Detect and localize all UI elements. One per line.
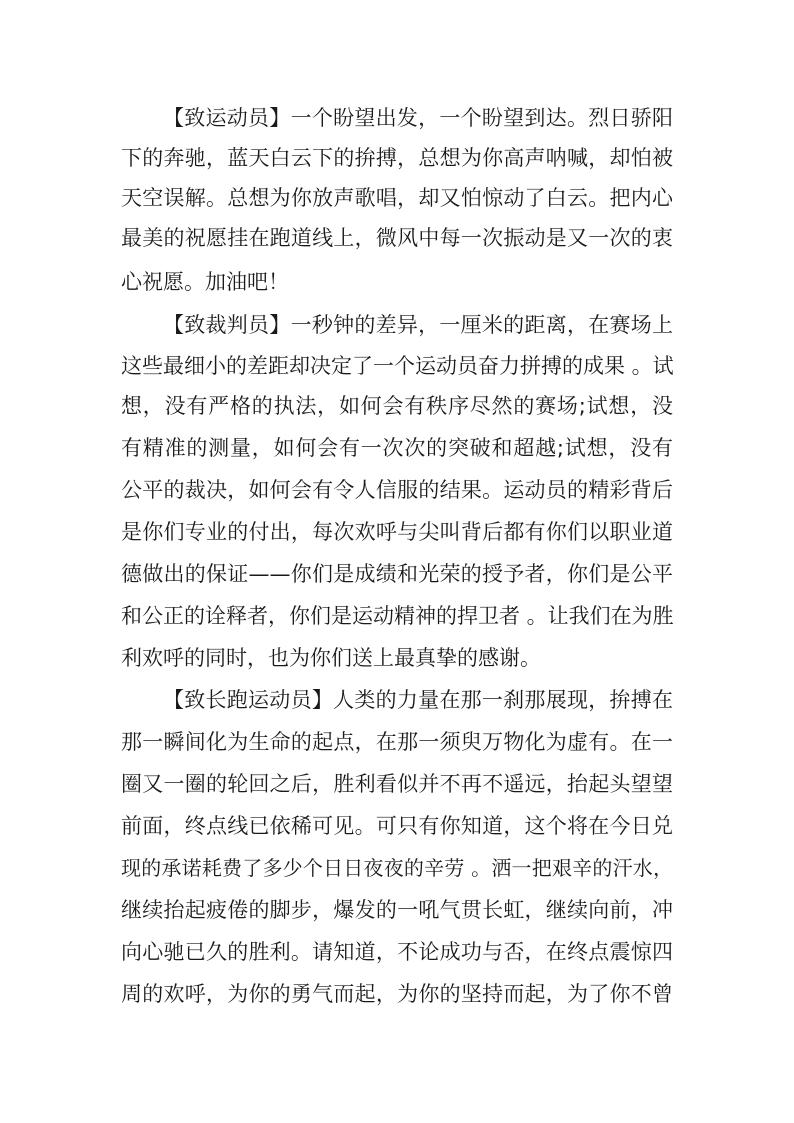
paragraph-3-line-2: 那一瞬间化为生命的起点，在那一须臾万物化为虚有。在一 bbox=[121, 730, 673, 754]
paragraph-2-line-1: 【致裁判员】一秒钟的差异，一厘米的距离，在赛场上 bbox=[163, 313, 673, 337]
paragraph-2-line-9: 利欢呼的同时，也为你们送上最真挚的感谢。 bbox=[121, 646, 541, 670]
paragraph-3-line-3: 圈又一圈的轮回之后，胜利看似并不再不遥远，抬起头望望 bbox=[121, 772, 673, 796]
paragraph-1-line-1: 【致运动员】一个盼望出发，一个盼望到达。烈日骄阳 bbox=[163, 106, 673, 130]
paragraph-1-line-2: 下的奔驰，蓝天白云下的拚搏，总想为你高声呐喊，却怕被 bbox=[121, 146, 673, 170]
paragraph-3-line-8: 周的欢呼，为你的勇气而起，为你的坚持而起，为了你不曾 bbox=[121, 982, 673, 1006]
paragraph-1-line-4: 最美的祝愿挂在跑道线上，微风中每一次振动是又一次的衷 bbox=[121, 226, 673, 250]
paragraph-3-line-6: 继续抬起疲倦的脚步，爆发的一吼气贯长虹，继续向前，冲 bbox=[121, 898, 673, 922]
paragraph-2-line-7: 德做出的保证——你们是成绩和光荣的授予者，你们是公平 bbox=[121, 562, 673, 586]
paragraph-2-line-4: 有精准的测量，如何会有一次次的突破和超越;试想，没有 bbox=[121, 436, 673, 460]
paragraph-2-line-8: 和公正的诠释者，你们是运动精神的捍卫者 。让我们在为胜 bbox=[121, 604, 674, 628]
paragraph-2-line-2: 这些最细小的差距却决定了一个运动员奋力拼搏的成果 。试 bbox=[121, 354, 674, 378]
paragraph-3-line-7: 向心驰已久的胜利。请知道，不论成功与否，在终点震惊四 bbox=[121, 940, 673, 964]
paragraph-2-line-5: 公平的裁决，如何会有令人信服的结果。运动员的精彩背后 bbox=[121, 478, 673, 502]
paragraph-2-line-3: 想，没有严格的执法，如何会有秩序尽然的赛场;试想，没 bbox=[121, 394, 673, 418]
paragraph-3-line-4: 前面，终点线已依稀可见。可只有你知道，这个将在今日兑 bbox=[121, 814, 673, 838]
paragraph-2-line-6: 是你们专业的付出，每次欢呼与尖叫背后都有你们以职业道 bbox=[121, 520, 673, 544]
paragraph-1-line-5: 心祝愿。加油吧！ bbox=[121, 270, 289, 294]
paragraph-3-line-5: 现的承诺耗费了多少个日日夜夜的辛劳 。洒一把艰辛的汗水， bbox=[121, 856, 673, 880]
paragraph-1-line-3: 天空误解。总想为你放声歌唱，却又怕惊动了白云。把内心 bbox=[121, 186, 673, 210]
paragraph-3-line-1: 【致长跑运动员】人类的力量在那一刹那展现，拚搏在 bbox=[163, 688, 673, 712]
